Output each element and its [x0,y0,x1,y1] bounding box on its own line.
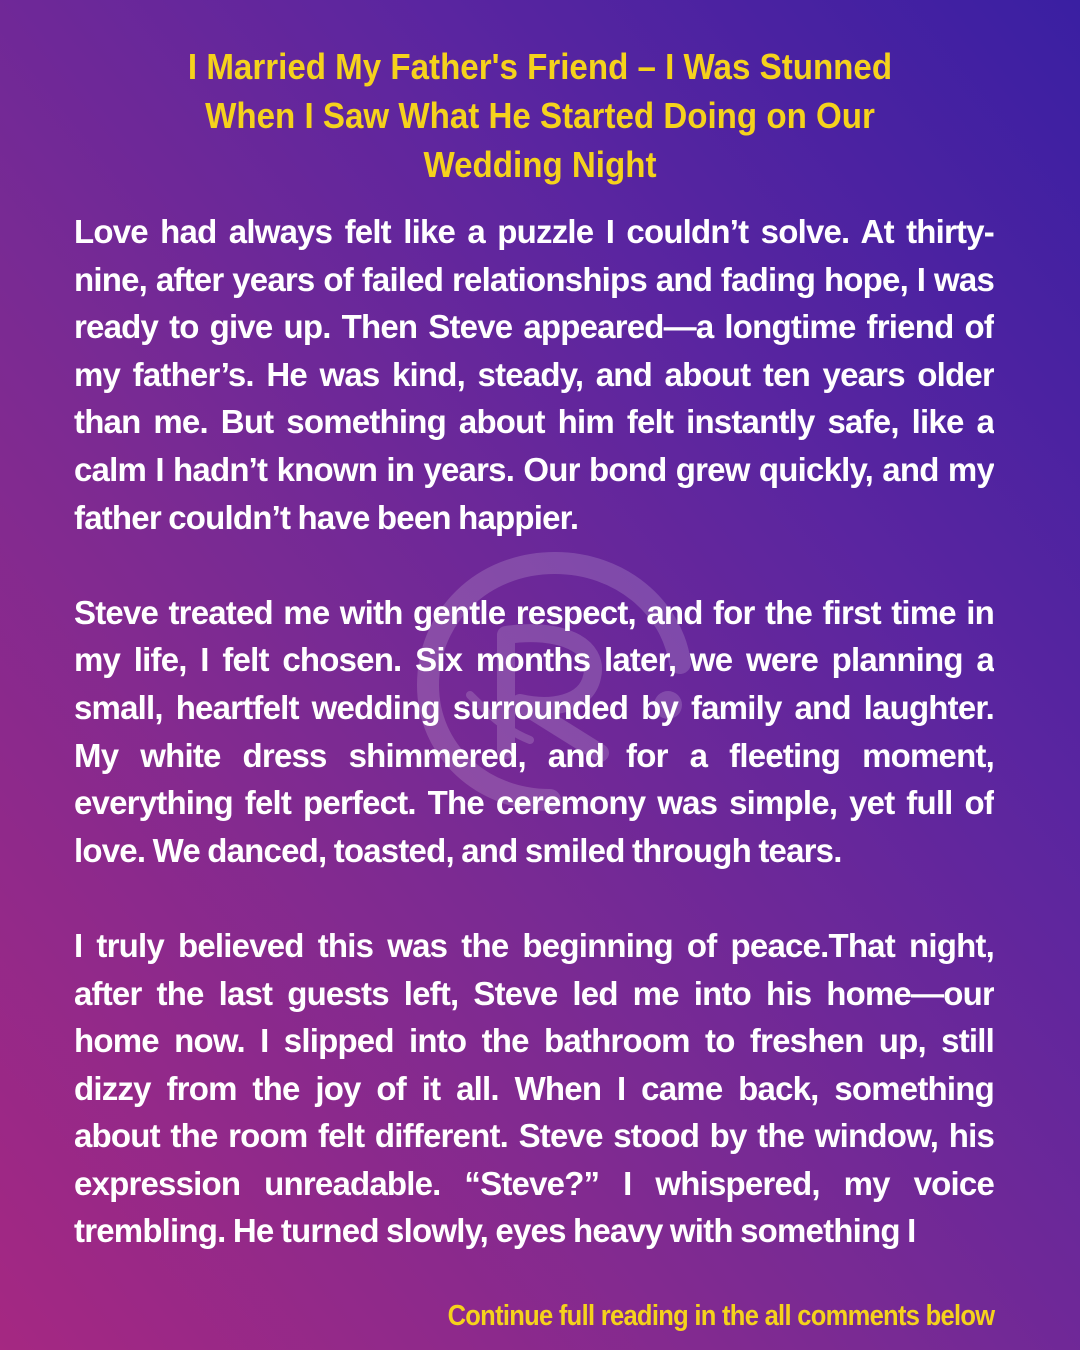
story-body [74,208,994,1288]
story-paragraph-1: Love had always felt like a puzzle I couldn’t solve. At thirty-nine, after years of failed relationships and fading hope, I was ready to give up. Then Steve appeared—a longtime friend of my father’s. He was kind, steady, and about ten years older than me. But something about him felt instantly safe, like a calm I hadn’t known in years. Our bond grew quickly, and my father couldn’t have been happier. [74,213,994,536]
article-title: I Married My Father's Friend – I Was Stunned When I Saw What He Started Doing on Our Wedding Night [187,46,893,185]
story-paragraph-3: I truly believed this was the beginning of peace.That night, after the last guests left, Steve led me into his home—our home now. I slipped into the bathroom to freshen up, still dizzy from the joy of it all. When I came back, something about the room felt different. Steve stood by the window, his expression unreadable. “Steve?” I whispered, my voice trembling. He turned slowly, eyes heavy with something I [74,926,994,1250]
story-paragraph-2: Steve treated me with gentle respect, and for the first time in my life, I felt chosen. Six months later, we were planning a small, heartfelt wedding surrounded by family and laughter. My white dress shimmered, and for a fleeting moment, everything felt perfect. The ceremony was simple, yet full of love. We danced, toasted, and smiled through tears. [74,593,994,869]
continue-reading-link[interactable]: Continue full reading in the all comments below [447,1300,994,1332]
